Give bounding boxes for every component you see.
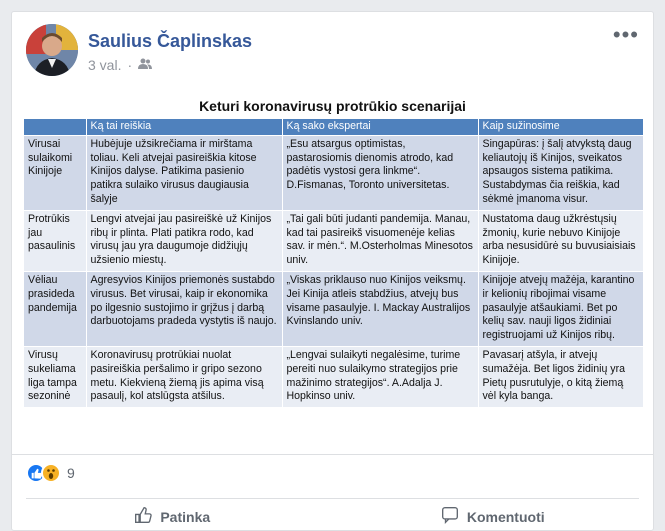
table-row xyxy=(24,210,643,271)
table-row xyxy=(24,135,643,210)
separator-dot: · xyxy=(127,57,133,73)
experts-cell: „Lengvai sulaikyti negalėsime, turime pereiti nuo sulaikymo strategijos prie mažinimo strategijos“. A.Adalja J. Hopkinso univ. xyxy=(282,346,478,407)
like-button[interactable] xyxy=(12,506,333,527)
scenario-cell: Virusai sulaikomi Kinijoje xyxy=(24,135,86,210)
meaning-cell: Lengvi atvejai jau pasireiškė už Kinijos ribų ir plinta. Plati patikra rodo, kad virusų jau yra daugumoje didžiųjų užsienio miestų. xyxy=(86,210,282,271)
how-cell: Pavasarį atšyla, ir atvejų sumažėja. Bet ligos židinių yra Pietų pusrutulyje, o kitą žiemą vėl kyla banga. xyxy=(478,346,643,407)
author-name[interactable]: Saulius Čaplinskas xyxy=(88,31,253,51)
column-header: Kaip sužinosime xyxy=(478,119,643,135)
scenario-cell: Virusų sukeliama liga tampa sezoninė xyxy=(24,346,86,407)
comment-icon xyxy=(441,506,459,527)
reactions-summary[interactable] xyxy=(26,463,75,483)
post-image[interactable] xyxy=(12,92,653,454)
like-label: Patinka xyxy=(160,508,211,525)
experts-cell: „Esu atsargus optimistas, pastarosiomis dienomis atrodo, kad padėtis vystosi gera linkme“. D.Fismanas, Toronto universitetas. xyxy=(282,135,478,210)
experts-cell: „Viskas priklauso nuo Kinijos veiksmų. Jei Kinija atleis stabdžius, atvejų bus visame pasaulyje. I. Mackay Australijos Kvinslando univ. xyxy=(282,271,478,346)
column-header: Ką sako ekspertai xyxy=(282,119,478,135)
scenario-table xyxy=(24,119,644,407)
scenario-cell: Vėliau prasideda pandemija xyxy=(24,271,86,346)
reaction-count[interactable]: 9 xyxy=(67,465,75,481)
how-cell: Singapūras: į šalį atvykstą daug keliautojų iš Kinijos, sveikatos apsaugos sistema patikima. Sustabdymas čia reiškia, kad sėkmė įmanoma visur. xyxy=(478,135,643,210)
post-header xyxy=(26,24,639,80)
scenario-cell: Protrūkis jau pasaulinis xyxy=(24,210,86,271)
wow-icon xyxy=(41,463,61,483)
divider xyxy=(26,498,639,499)
post-card xyxy=(11,11,654,531)
how-cell: Kinijoje atvejų mažėja, karantino ir kelionių ribojimai visame pasaulyje atšaukiami. Bet po kelių sav. nauji ligos židiniai registruojami už Kinijos ribų. xyxy=(478,271,643,346)
friends-audience-icon[interactable] xyxy=(138,57,152,73)
table-header-row xyxy=(24,119,643,135)
more-options-button[interactable]: ••• xyxy=(612,22,639,47)
comment-label: Komentuoti xyxy=(466,508,545,525)
post-time[interactable]: 3 val. xyxy=(88,57,122,73)
divider xyxy=(12,454,653,455)
comment-button[interactable] xyxy=(333,506,654,527)
meaning-cell: Hubėjuje užsikrečiama ir mirštama toliau. Keli atvejai pasireiškia kitose Kinijos dalyse. Patikima pasienio patikra sulaiko virusus daugiausia šalyje xyxy=(86,135,282,210)
column-header: Ką tai reiškia xyxy=(86,119,282,135)
column-header xyxy=(24,119,86,135)
post-actions xyxy=(12,506,653,527)
table-row xyxy=(24,346,643,407)
thumbs-up-icon xyxy=(134,506,152,527)
meaning-cell: Koronavirusų protrūkiai nuolat pasireiškia peršalimo ir gripo sezono metu. Kiekvieną žiemą jis apima visą pasaulį, kol atslūgsta atšilus. xyxy=(86,346,282,407)
avatar[interactable] xyxy=(26,24,78,76)
meaning-cell: Agresyvios Kinijos priemonės sustabdo virusus. Bet virusai, kaip ir ekonomika po ilgesnio sustojimo ir grįžus į darbą darbuotojams pradeda vystytis iš naujo. xyxy=(86,271,282,346)
post-meta xyxy=(88,57,152,73)
how-cell: Nustatoma daug užkrėstųsių žmonių, kurie nebuvo Kinijoje arba nesusidūrė su buvusiaisiais Kinijoje. xyxy=(478,210,643,271)
infographic-title: Keturi koronavirusų protrūkio scenarijai xyxy=(199,98,466,114)
table-row xyxy=(24,271,643,346)
experts-cell: „Tai gali būti judanti pandemija. Manau, kad tai pasireikš visuomenėje kelias sav. ir mėn.“. M.Osterholmas Minesotos univ. xyxy=(282,210,478,271)
